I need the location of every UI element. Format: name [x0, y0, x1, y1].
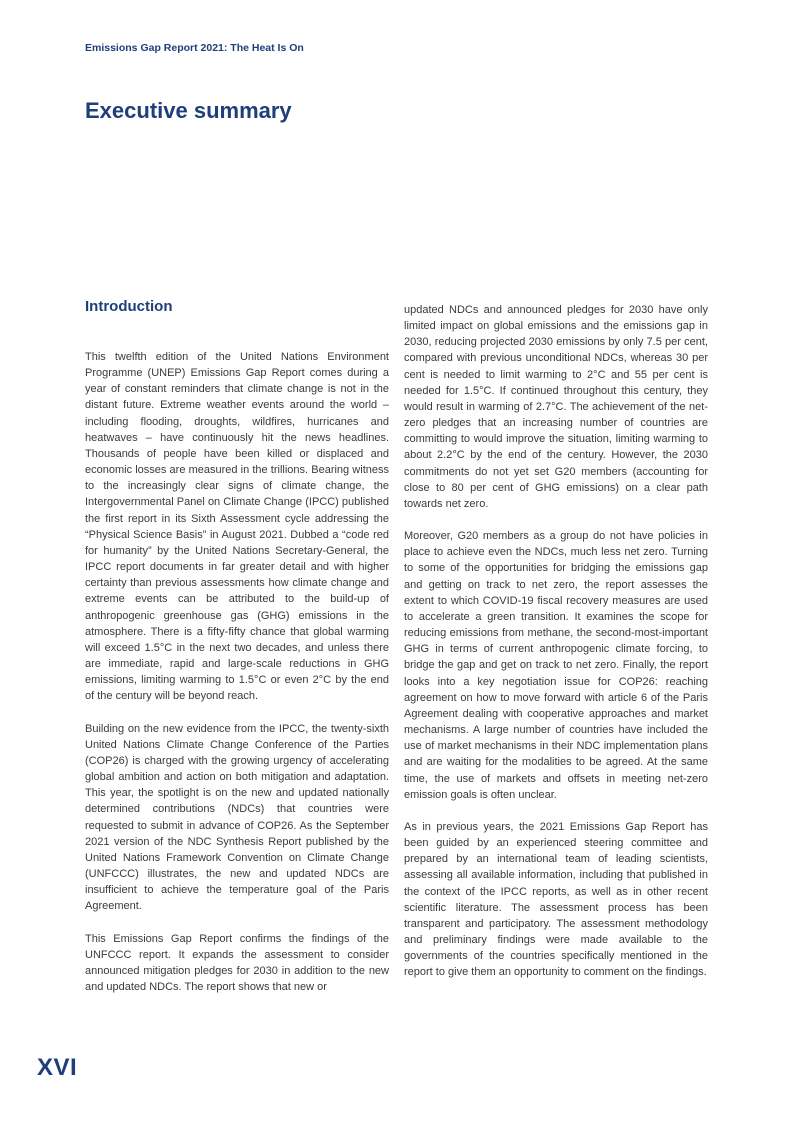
running-header: Emissions Gap Report 2021: The Heat Is On: [85, 42, 304, 54]
paragraph-3: This Emissions Gap Report confirms the findings of the UNFCCC report. It expands the assessment to consider announced mitigation pledges for 2030 in addition to the new and updated NDCs. The report shows that new or: [85, 932, 389, 994]
right-text-column: [404, 302, 708, 997]
page-number: XVI: [37, 1054, 78, 1081]
paragraph-1: This twelfth edition of the United Nations Environment Programme (UNEP) Emissions Gap Report comes during a year of constant reminders that climate change is not in the distant future. Extreme weather events around the world – including flooding, droughts, wildfires, hurricanes and heatwaves – have continuously hit the news headlines. Thousands of people have been killed or displaced and economic losses are measured in the trillions. Bearing witness to the increasingly clear signs of climate change, the Intergovernmental Panel on Climate Change (IPCC) published the first report in its Sixth Assessment cycle addressing the “Physical Science Basis” in August 2021. Dubbed a “code red for humanity” by the United Nations Secretary-General, the IPCC report documents in far greater detail and with higher certainty than previous assessments how climate change and extreme events can be attributed to the build-up of anthropogenic greenhouse gas (GHG) emissions in the atmosphere. There is a fifty-fifty chance that global warming will exceed 1.5°C in the next two decades, and unless there are immediate, rapid and large-scale reductions in GHG emissions, limiting warming to 1.5°C or even 2°C by the end of the century will be beyond reach.: [85, 351, 389, 703]
section-heading-introduction: Introduction: [85, 298, 173, 315]
paragraph-4: updated NDCs and announced pledges for 2030 have only limited impact on global emissions and the emissions gap in 2030, reducing projected 2030 emissions by only 7.5 per cent, compared with previous unconditional NDCs, whereas 30 per cent is needed to limit warming to 2°C and 55 per cent is needed for 1.5°C. If continued throughout this century, they would result in warming of 2.7°C. The achievement of the net-zero pledges that an increasing number of countries are committing to would improve the situation, limiting warming to about 2.2°C by the end of the century. However, the 2030 commitments do not yet set G20 members (accounting for close to 80 per cent of GHG emissions) on a clear path towards net zero.: [404, 304, 708, 510]
page-title: Executive summary: [85, 98, 292, 123]
paragraph-6: As in previous years, the 2021 Emissions Gap Report has been guided by an experienced steering committee and prepared by an international team of leading scientists, assessing all available information, including that published in the context of the IPCC reports, as well as in other recent scientific literature. The assessment process has been transparent and participatory. The assessment methodology and preliminary findings were made available to the governments of the countries specifically mentioned in the report to give them an opportunity to comment on the findings.: [404, 820, 708, 979]
left-text-column: [85, 349, 389, 1011]
paragraph-5: Moreover, G20 members as a group do not have policies in place to achieve even the NDCs, much less net zero. Turning to some of the opportunities for bridging the emissions gap and getting on track to net zero, the report assesses the extent to which COVID-19 fiscal recovery measures are used to accelerate a green transition. It examines the scope for reducing emissions from methane, the second-most-important GHG in terms of current anthropogenic climate forcing, to bridge the gap and get on track to net zero. Finally, the report looks into a key negotiation issue for COP26: reaching agreement on how to move forward with article 6 of the Paris Agreement dealing with cooperative approaches and market mechanisms. A large number of countries have included the use of market mechanisms in their NDC implementation plans and are waiting for the modalities to be agreed. At the same time, the use of markets and offsets in meeting net-zero emission goals is often unclear.: [404, 530, 708, 801]
paragraph-2: Building on the new evidence from the IPCC, the twenty-sixth United Nations Climate Change Conference of the Parties (COP26) is charged with the growing urgency of accelerating global ambition and action on both mitigation and adaptation. This year, the spotlight is on the new and updated nationally determined contributions (NDCs) that countries were requested to submit in advance of COP26. As the September 2021 version of the NDC Synthesis Report published by the United Nations Framework Convention on Climate Change (UNFCCC) illustrates, the new and updated NDCs are insufficient to achieve the temperature goal of the Paris Agreement.: [85, 722, 389, 913]
